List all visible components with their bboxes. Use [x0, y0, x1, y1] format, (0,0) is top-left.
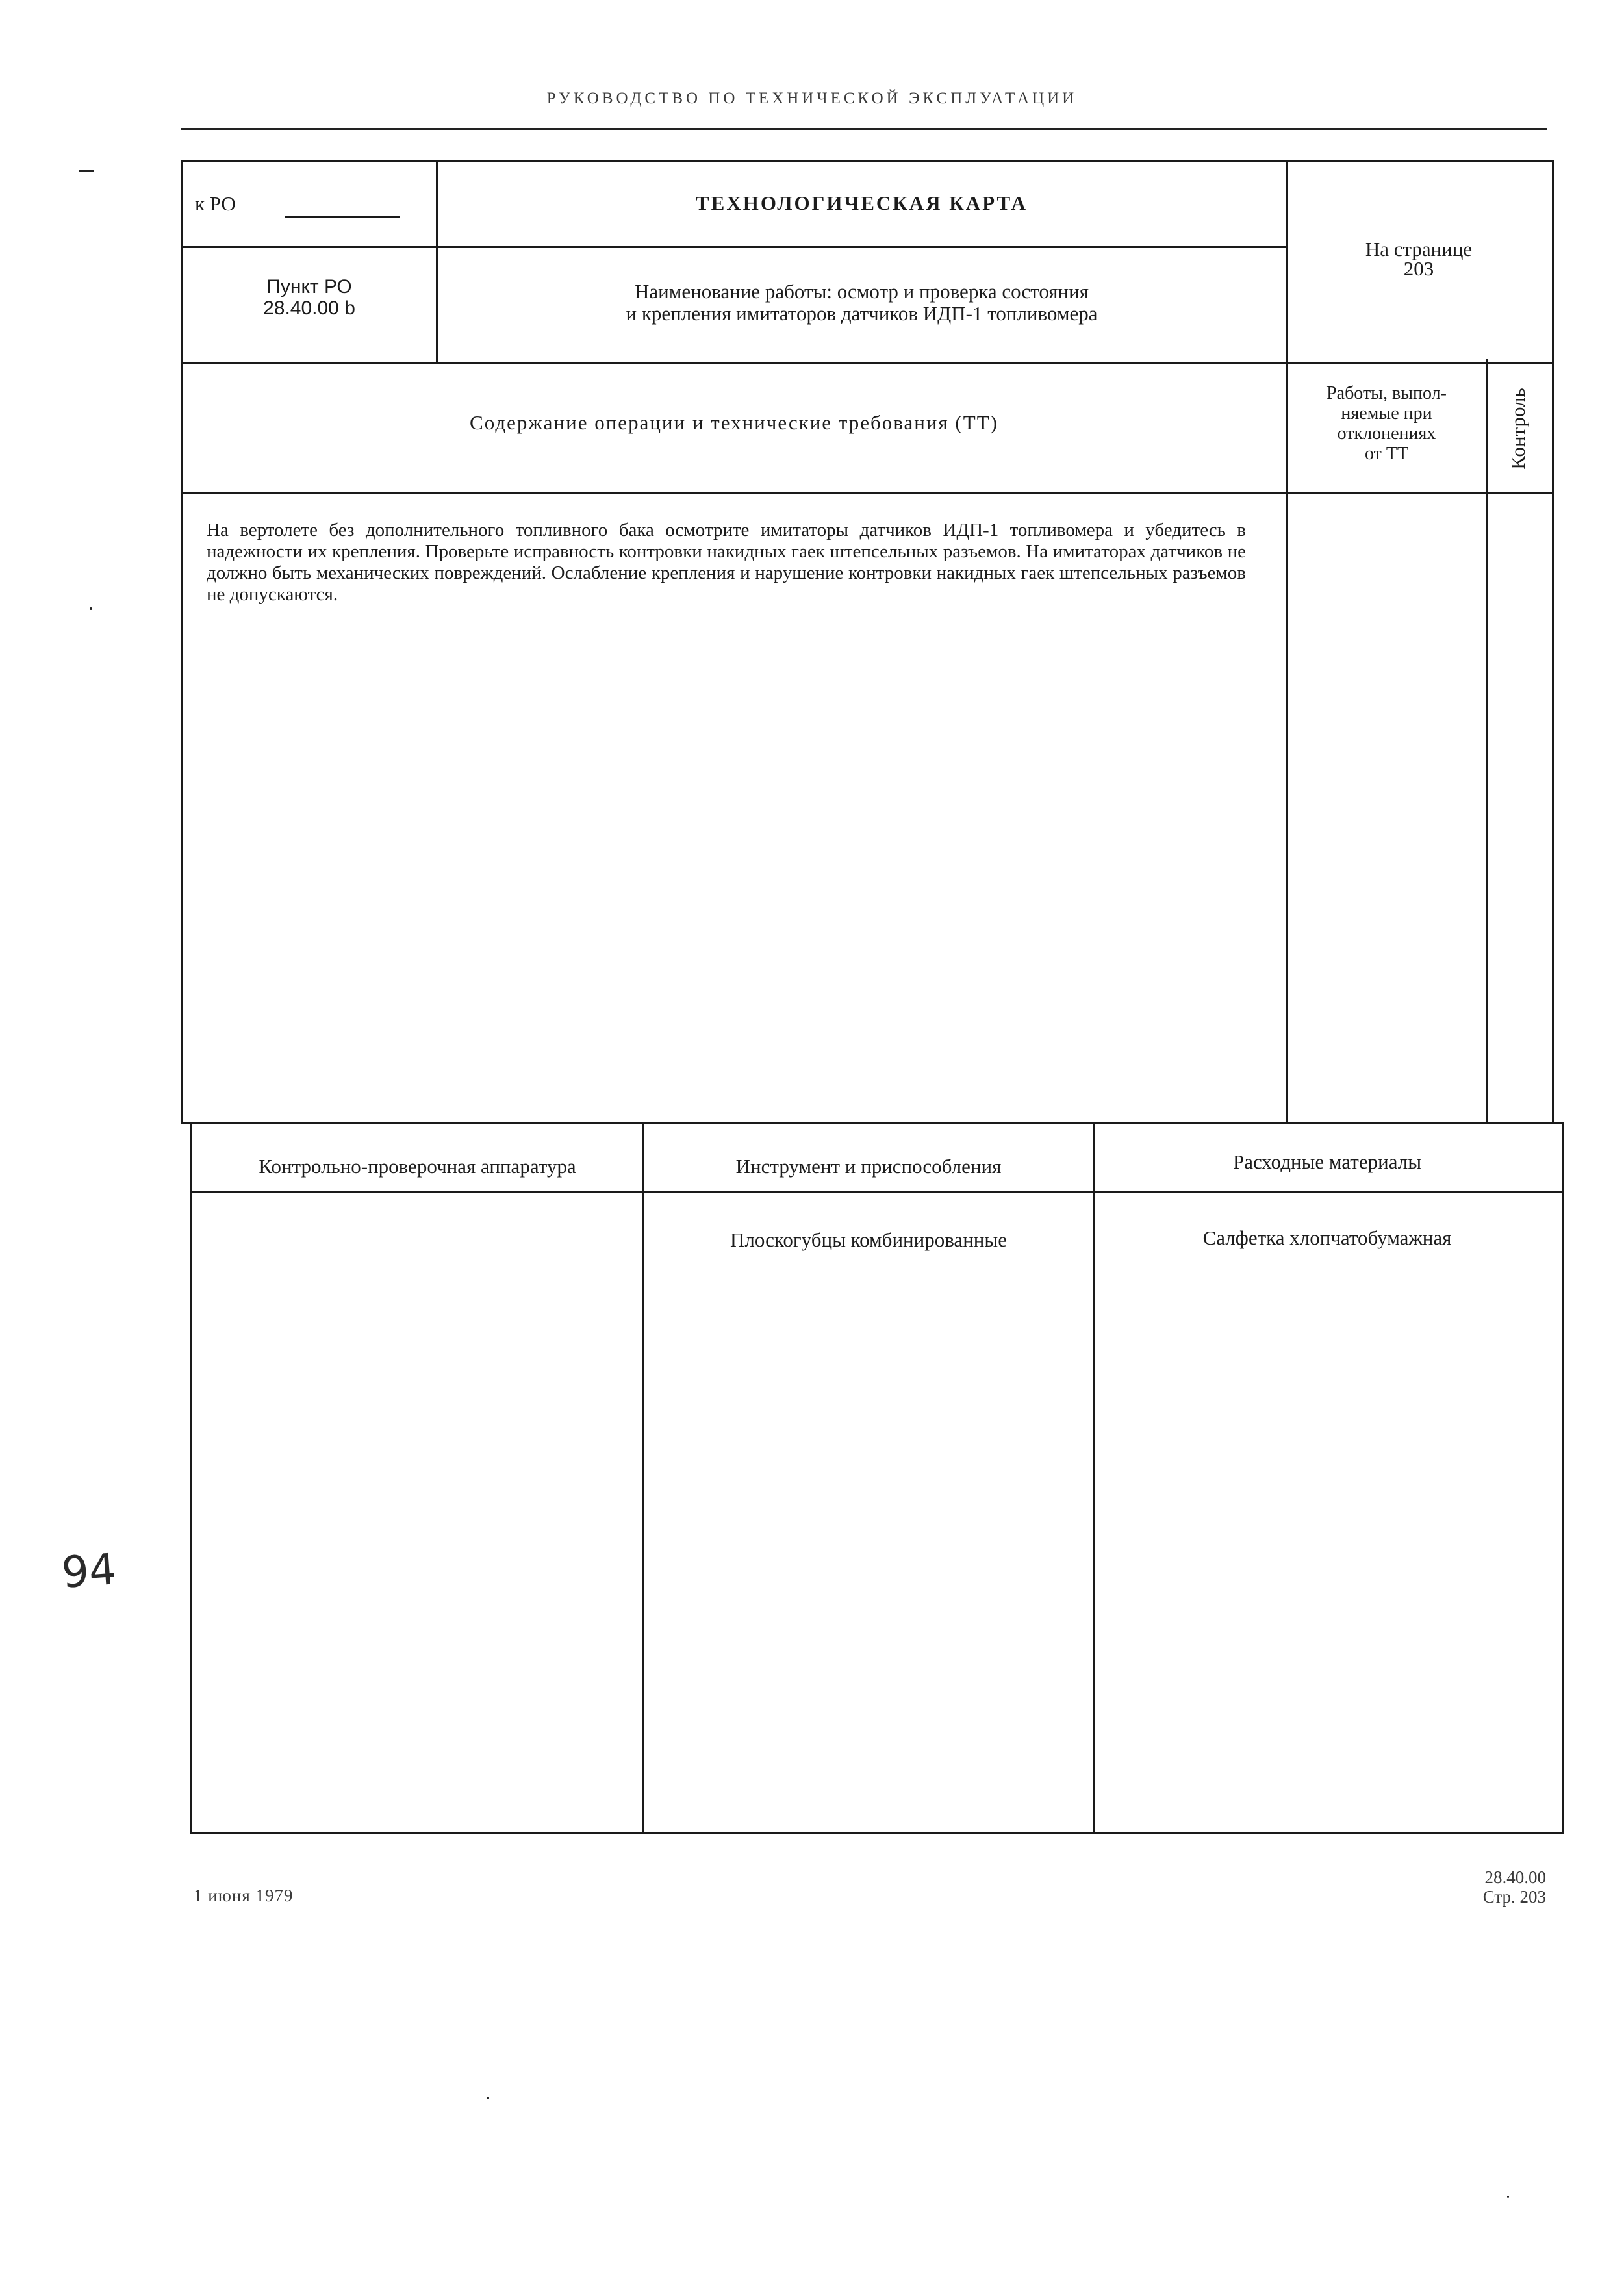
- content-text: На вертолете без дополнительного топливного бака осмотрите имитаторы датчиков ИДП-1 топливомера и убедитесь в надежности их крепления. Проверьте исправность контровки накидных гаек штепсельных разъемов. На имитаторах датчиков не должно быть механических повреждений. Ослабление крепления и нарушение контровки накидных гаек штепсельных разъемов не допускаются.: [207, 520, 1246, 605]
- k-ro-blank: [285, 216, 400, 218]
- card-divider: [181, 362, 1552, 364]
- tools-value: Плоскогубцы комбинированные: [730, 1228, 1007, 1251]
- deviation-header-line: отклонениях: [1337, 424, 1436, 444]
- table-divider: [190, 1191, 1562, 1193]
- col-header-tools: Инструмент и приспособления: [735, 1155, 1002, 1178]
- scan-mark: [1507, 2196, 1509, 2198]
- deviation-header-line: от ТТ: [1364, 444, 1409, 464]
- footer-date: 1 июня 1979: [194, 1886, 294, 1905]
- card-divider: [181, 492, 1552, 494]
- footer-doc-code: 28.40.00: [1484, 1868, 1546, 1887]
- card-divider: [1286, 160, 1288, 1122]
- punkt-value: 28.40.00 b: [263, 298, 355, 319]
- deviation-header-line: няемые при: [1341, 403, 1432, 424]
- scan-mark: [90, 607, 92, 610]
- deviation-header-line: Работы, выпол-: [1326, 383, 1447, 403]
- scan-mark: [487, 2097, 489, 2099]
- control-header: Контроль: [1506, 388, 1529, 470]
- card-title: ТЕХНОЛОГИЧЕСКАЯ КАРТА: [696, 192, 1028, 214]
- on-page-value: 203: [1403, 257, 1434, 280]
- col-header-consumables: Расходные материалы: [1232, 1150, 1422, 1173]
- header-rule: [181, 128, 1547, 130]
- card-divider: [1486, 359, 1488, 1122]
- work-name-line2: и крепления имитаторов датчиков ИДП-1 топливомера: [626, 302, 1098, 325]
- card-divider: [181, 246, 1288, 248]
- handwritten-note: 94: [60, 1544, 118, 1598]
- consumables-value: Салфетка хлопчатобумажная: [1202, 1226, 1452, 1249]
- page-header: РУКОВОДСТВО ПО ТЕХНИЧЕСКОЙ ЭКСПЛУАТАЦИИ: [546, 90, 1078, 107]
- scan-mark: [79, 170, 94, 172]
- col-header-test-equipment: Контрольно-проверочная аппаратура: [259, 1155, 576, 1178]
- work-name-line1: Наименование работы: осмотр и проверка состояния: [635, 280, 1089, 303]
- footer-page: Стр. 203: [1482, 1887, 1546, 1907]
- deviation-header: [1288, 383, 1486, 464]
- k-ro-label: к РО: [195, 192, 236, 215]
- on-page-label: На странице: [1365, 238, 1473, 260]
- content-header: Содержание операции и технические требования (ТТ): [470, 411, 998, 434]
- punkt-label: Пункт РО: [266, 276, 352, 298]
